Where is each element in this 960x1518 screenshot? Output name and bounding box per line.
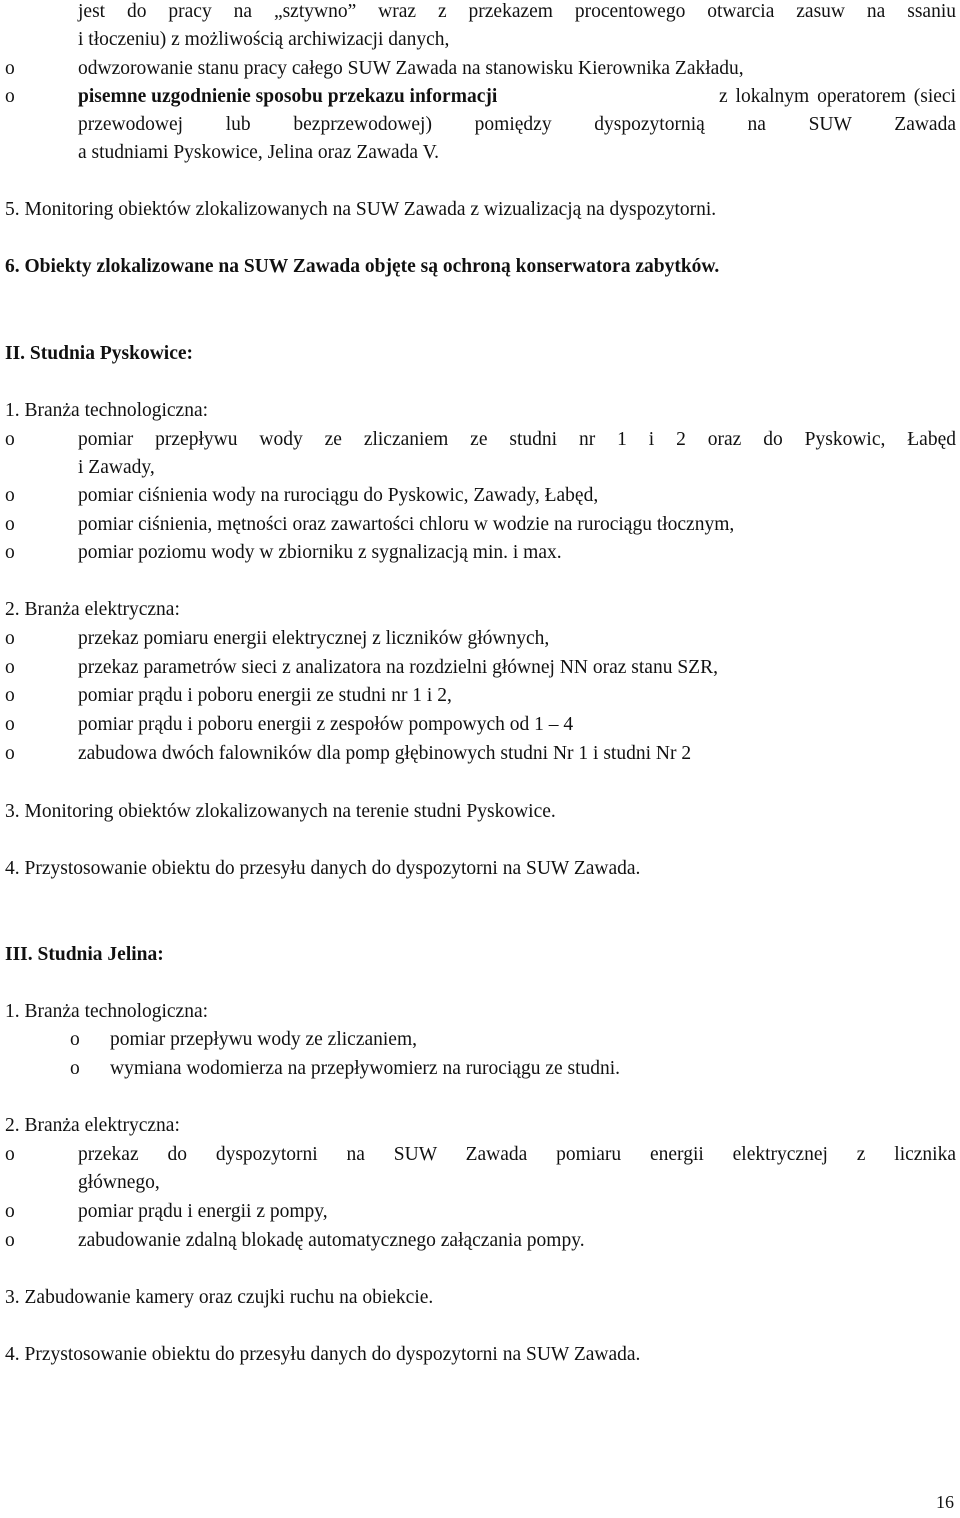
- bullet-marker: o: [70, 1058, 80, 1079]
- section-3-tech-heading: 1. Branża technologiczna:: [5, 1001, 209, 1022]
- bullet-marker: o: [5, 714, 15, 735]
- bullet-odwzorowanie: odwzorowanie stanu pracy całego SUW Zawada na stanowisku Kierownika Zakładu,: [78, 58, 744, 79]
- section-3-elec-heading: 2. Branża elektryczna:: [5, 1115, 180, 1136]
- bullet-marker: o: [5, 1201, 15, 1222]
- s2-tech-bullet-3: pomiar ciśnienia, mętności oraz zawartości chloru w wodzie na rurociągu tłocznym,: [78, 514, 735, 535]
- s2-tech-bullet-1-line-1: pomiar przepływu wody ze zliczaniem ze studni nr 1 i 2 oraz do Pyskowic, Łabęd: [78, 429, 956, 450]
- bullet-pisemne-rest: z lokalnym operatorem (sieci: [719, 86, 956, 107]
- bullet-pisemne-line-3: a studniami Pyskowice, Jelina oraz Zawada V.: [78, 142, 440, 163]
- bullet-pisemne-line-2: przewodowej lub bezprzewodowej) pomiędzy dyspozytornią na SUW Zawada: [78, 114, 956, 135]
- item-6: 6. Obiekty zlokalizowane na SUW Zawada objęte są ochroną konserwatora zabytków.: [5, 256, 720, 277]
- section-2-item-4: 4. Przystosowanie obiektu do przesyłu danych do dyspozytorni na SUW Zawada.: [5, 858, 641, 879]
- section-2-item-3: 3. Monitoring obiektów zlokalizowanych na terenie studni Pyskowice.: [5, 801, 556, 822]
- bullet-pisemne-line-1: [78, 83, 956, 111]
- s2-elec-bullet-3: pomiar prądu i poboru energii ze studni nr 1 i 2,: [78, 685, 452, 706]
- bullet-marker: o: [5, 485, 15, 506]
- s2-tech-bullet-1-line-2: i Zawady,: [78, 457, 155, 478]
- bullet-pisemne-bold: pisemne uzgodnienie sposobu przekazu informacji: [78, 86, 498, 107]
- s3-elec-bullet-3: zabudowanie zdalną blokadę automatycznego załączania pompy.: [78, 1230, 585, 1251]
- bullet-marker: o: [5, 542, 15, 563]
- bullet-marker: o: [5, 1144, 15, 1165]
- section-2-title: II. Studnia Pyskowice:: [5, 343, 193, 364]
- s2-tech-bullet-2: pomiar ciśnienia wody na rurociągu do Pyskowic, Zawady, Łabęd,: [78, 485, 599, 506]
- s2-elec-bullet-5: zabudowa dwóch falowników dla pomp głębinowych studni Nr 1 i studni Nr 2: [78, 743, 692, 764]
- continuation-line-1: jest do pracy na „sztywno” wraz z przekazem procentowego otwarcia zasuw na ssaniu: [78, 1, 956, 22]
- s2-elec-bullet-1: przekaz pomiaru energii elektrycznej z liczników głównych,: [78, 628, 550, 649]
- bullet-marker: o: [70, 1029, 80, 1050]
- bullet-marker: o: [5, 628, 15, 649]
- bullet-marker: o: [5, 58, 15, 79]
- s3-elec-bullet-1-line-1: przekaz do dyspozytorni na SUW Zawada pomiaru energii elektrycznej z licznika: [78, 1144, 956, 1165]
- section-2-tech-heading: 1. Branża technologiczna:: [5, 400, 209, 421]
- bullet-marker: o: [5, 743, 15, 764]
- s3-elec-bullet-1-line-2: głównego,: [78, 1172, 160, 1193]
- continuation-line-2: i tłoczeniu) z możliwością archiwizacji danych,: [78, 29, 450, 50]
- s2-elec-bullet-2: przekaz parametrów sieci z analizatora na rozdzielni głównej NN oraz stanu SZR,: [78, 657, 718, 678]
- section-2-elec-heading: 2. Branża elektryczna:: [5, 599, 180, 620]
- section-3-item-4: 4. Przystosowanie obiektu do przesyłu danych do dyspozytorni na SUW Zawada.: [5, 1344, 641, 1365]
- section-3-title: III. Studnia Jelina:: [5, 944, 164, 965]
- bullet-marker: o: [5, 86, 15, 107]
- s3-elec-bullet-2: pomiar prądu i energii z pompy,: [78, 1201, 328, 1222]
- bullet-marker: o: [5, 685, 15, 706]
- s2-tech-bullet-4: pomiar poziomu wody w zbiorniku z sygnalizacją min. i max.: [78, 542, 562, 563]
- page-number: 16: [936, 1492, 954, 1512]
- item-5: 5. Monitoring obiektów zlokalizowanych na SUW Zawada z wizualizacją na dyspozytorni.: [5, 199, 717, 220]
- bullet-marker: o: [5, 429, 15, 450]
- s3-tech-bullet-2: wymiana wodomierza na przepływomierz na rurociągu ze studni.: [110, 1058, 621, 1079]
- bullet-marker: o: [5, 514, 15, 535]
- s3-tech-bullet-1: pomiar przepływu wody ze zliczaniem,: [110, 1029, 418, 1050]
- section-3-item-3: 3. Zabudowanie kamery oraz czujki ruchu na obiekcie.: [5, 1287, 434, 1308]
- bullet-marker: o: [5, 657, 15, 678]
- s2-elec-bullet-4: pomiar prądu i poboru energii z zespołów pompowych od 1 – 4: [78, 714, 574, 735]
- bullet-marker: o: [5, 1230, 15, 1251]
